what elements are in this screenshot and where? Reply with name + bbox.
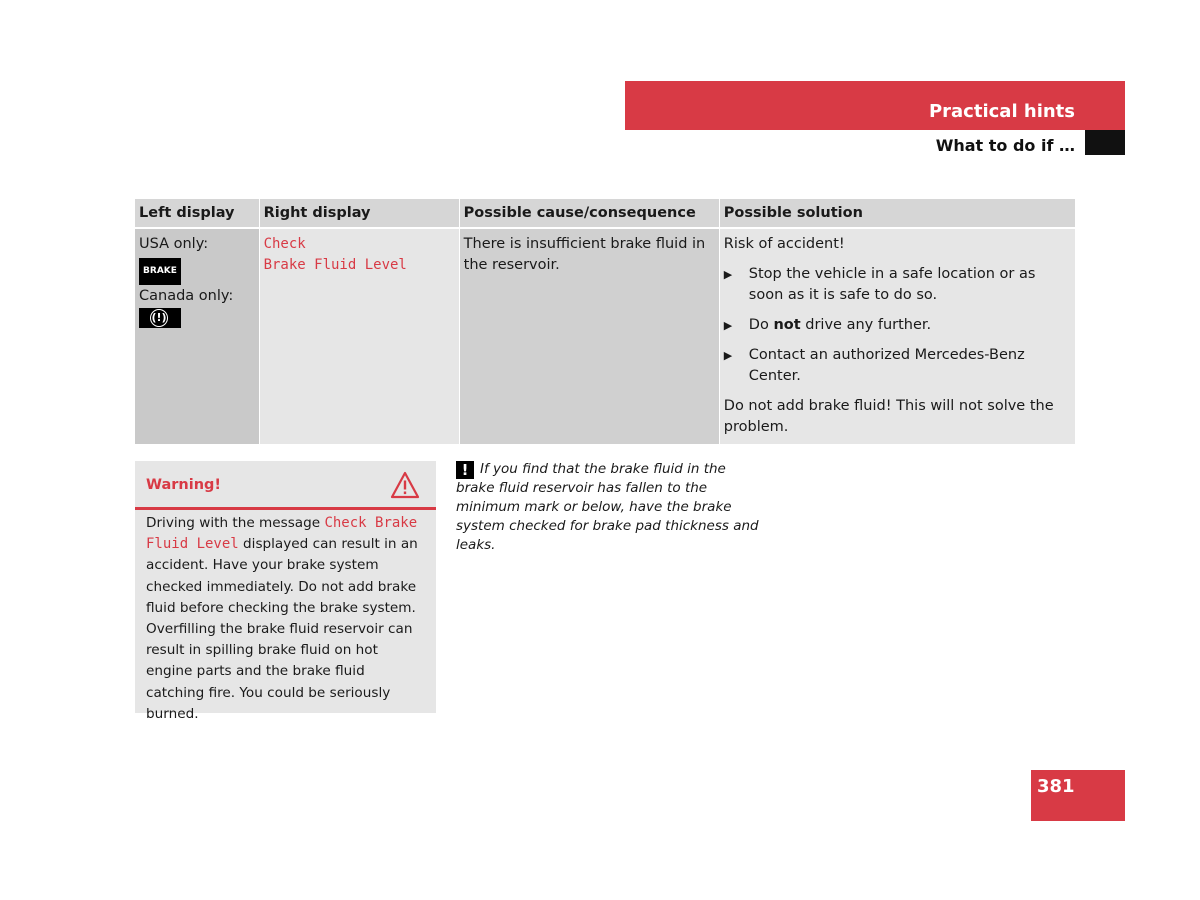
canada-label: Canada only:	[139, 288, 234, 304]
table-row	[135, 228, 1076, 444]
warning-box	[135, 461, 436, 722]
cause-cell	[459, 228, 719, 444]
section-title: Practical hints	[928, 101, 1075, 122]
column-header-right-display: Right display	[259, 199, 459, 228]
subsection-marker	[1085, 130, 1125, 155]
warning-body	[135, 510, 436, 725]
solution-step-text: Contact an authorized Mercedes-Benz Center.	[748, 347, 1025, 384]
warning-text-pre: Driving with the message	[146, 515, 325, 531]
brake-circle-symbol: (!)	[150, 309, 168, 327]
warning-display-message: Check Brake Fluid Level	[146, 515, 418, 553]
column-header-solution: Possible solution	[719, 199, 1075, 228]
warning-triangle-icon	[390, 471, 420, 499]
solution-step	[724, 345, 1071, 387]
usa-label: USA only:	[139, 236, 209, 252]
display-messages-table	[135, 199, 1076, 444]
notice-block	[456, 460, 766, 555]
right-display-cell	[259, 228, 459, 444]
section-header-bar	[625, 81, 1125, 130]
solution-step-text: Stop the vehicle in a safe location or as soon as it is safe to do so.	[748, 266, 1036, 303]
bullet-arrow-icon: ▶	[723, 349, 733, 362]
column-header-cause: Possible cause/consequence	[459, 199, 719, 228]
solution-cell	[719, 228, 1075, 444]
subsection-title: What to do if …	[935, 136, 1075, 155]
page-number: 381	[1037, 776, 1075, 797]
bullet-arrow-icon: ▶	[723, 268, 733, 281]
bullet-arrow-icon: ▶	[723, 319, 733, 332]
solution-intro: Risk of accident!	[723, 236, 845, 252]
column-header-left-display: Left display	[135, 199, 259, 228]
brake-circle-warning-icon	[139, 308, 181, 328]
left-display-cell	[135, 228, 259, 444]
warning-title: Warning!	[146, 477, 222, 493]
brake-warning-icon: BRAKE	[139, 258, 181, 285]
solution-step	[724, 315, 1071, 336]
display-message-line-2: Brake Fluid Level	[263, 257, 407, 273]
display-message-line-1: Check	[263, 236, 306, 252]
step-text-pre: Do	[748, 317, 774, 333]
notice-text: If you find that the brake fluid in the brake fluid reservoir has fallen to the minimum mark or below, have the brake system checked for brake pad thickness and leaks.	[456, 461, 759, 553]
page-number-box	[1031, 770, 1125, 821]
warning-text-post: displayed can result in an accident. Have your brake system checked immediately. Do not add brake fluid before checking the brake system. Overfilling the brake fluid reservoir can result in spilling brake fluid on hot engine parts and the brake fluid catching fire. You could be seriously burned.	[146, 536, 418, 722]
exclamation-icon: !	[456, 461, 474, 479]
solution-step-text	[749, 315, 931, 336]
step-text-post: drive any further.	[800, 317, 932, 333]
solution-outro: Do not add brake fluid! This will not solve the problem.	[723, 398, 1054, 435]
table-header-row	[135, 199, 1076, 228]
solution-step	[724, 264, 1071, 306]
warning-header	[135, 461, 436, 510]
cause-text: There is insufficient brake fluid in the reservoir.	[463, 236, 706, 273]
step-text-emphasis: not	[773, 317, 801, 333]
